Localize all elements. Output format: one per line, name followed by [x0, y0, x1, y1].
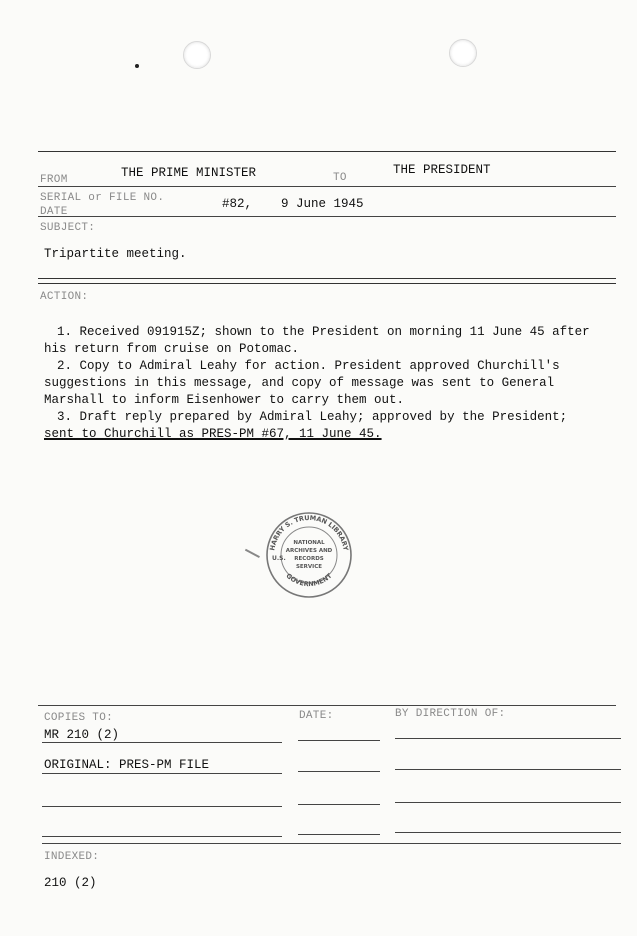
from-value: THE PRIME MINISTER [121, 166, 257, 180]
copies-rule-1 [42, 742, 282, 743]
to-label: TO [333, 172, 347, 184]
subject-label: SUBJECT: [40, 222, 96, 234]
subject-value: Tripartite meeting. [44, 247, 187, 261]
punch-hole-right [449, 39, 477, 67]
copies-rule-2 [42, 773, 282, 774]
action-item-3: 3. Draft reply prepared by Admiral Leahy; approved by the President; [57, 410, 568, 424]
action-item-2: 2. Copy to Admiral Leahy for action. President approved Churchill's suggestions in this message, and copy of message was sent to General Marshall to inform Eisenhower to carry them out. [44, 359, 560, 407]
serial-label: SERIAL or FILE NO. [40, 192, 165, 204]
stamp-center-2: ARCHIVES AND [285, 548, 333, 554]
date-label: DATE [40, 206, 68, 218]
action-item-3-cont: sent to Churchill as PRES-PM #67, 11 June 45. [44, 427, 382, 441]
from-label: FROM [40, 174, 68, 186]
to-value: THE PRESIDENT [393, 163, 491, 177]
copies-value: MR 210 (2) [44, 728, 120, 742]
action-label: ACTION: [40, 291, 89, 303]
stamp-top-text: HARRY S. TRUMAN LIBRARY [268, 513, 350, 552]
header-top-rule [38, 151, 616, 152]
subject-rule-2 [38, 283, 616, 284]
direction-label: BY DIRECTION OF: [395, 708, 506, 720]
action-body [44, 324, 614, 443]
footer-date-label: DATE: [299, 710, 334, 722]
footer-top-rule [38, 705, 616, 706]
stamp-center-4: SERVICE [295, 564, 323, 570]
indexed-value: 210 (2) [44, 876, 97, 890]
svg-text:GOVERNMENT [284, 571, 333, 588]
direction-rule-2 [395, 769, 621, 770]
date-rule-1 [298, 740, 380, 741]
subject-rule-1 [38, 278, 616, 279]
stamp-mark [242, 549, 260, 564]
stamp-side-text: U.S. [272, 555, 286, 562]
footer-bottom-rule [42, 843, 621, 844]
date-value: 9 June 1945 [281, 197, 364, 211]
date-rule-4 [298, 834, 380, 835]
stamp-center-3: RECORDS [294, 556, 324, 562]
copies-label: COPIES TO: [44, 712, 114, 724]
direction-rule-1 [395, 738, 621, 739]
direction-rule-4 [395, 832, 621, 833]
direction-rule-3 [395, 802, 621, 803]
copies-rule-4 [42, 836, 282, 837]
punch-hole-left [183, 41, 211, 69]
serial-rule [38, 216, 616, 217]
ink-speck [135, 64, 139, 68]
date-rule-3 [298, 804, 380, 805]
serial-value: #82, [222, 197, 253, 211]
stamp-center-1: NATIONAL [293, 540, 325, 546]
copies-rule-3 [42, 806, 282, 807]
from-rule [38, 186, 616, 187]
archives-stamp [262, 508, 356, 602]
stamp-bottom-text: GOVERNMENT [284, 571, 334, 589]
date-rule-2 [298, 771, 380, 772]
indexed-label: INDEXED: [44, 851, 100, 863]
action-item-1: 1. Received 091915Z; shown to the President on morning 11 June 45 after his return from cruise on Potomac. [44, 325, 590, 356]
original-value: ORIGINAL: PRES-PM FILE [44, 758, 210, 772]
